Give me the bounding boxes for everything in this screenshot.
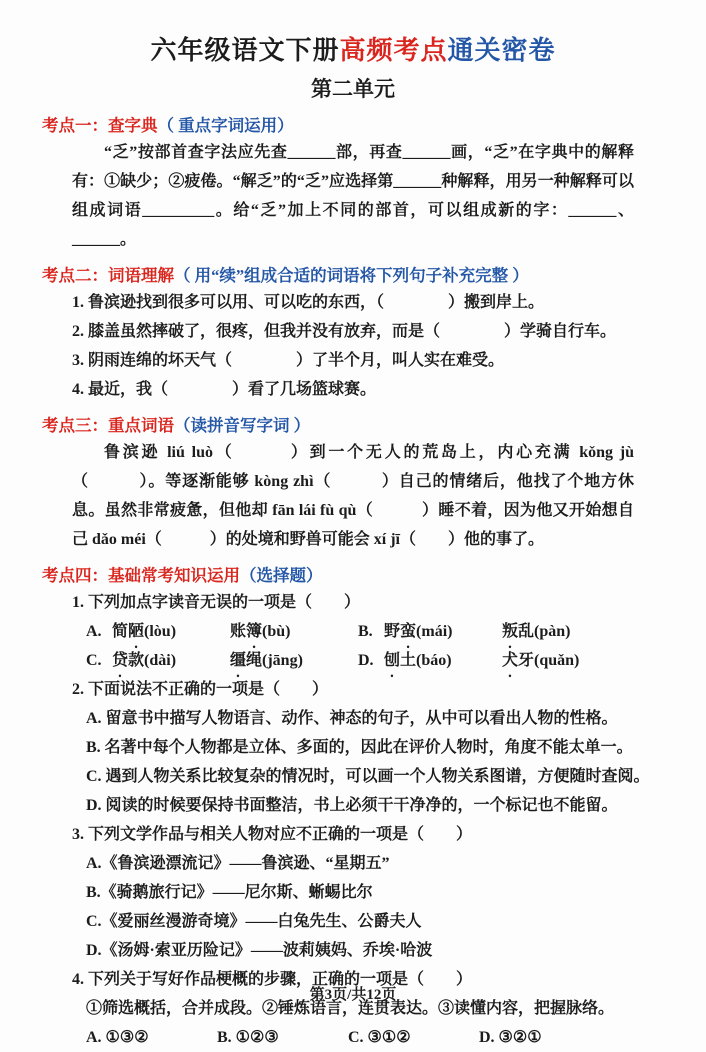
word-post: 乱(pàn) bbox=[518, 623, 571, 640]
q2-option-d: D. 阅读的时候要保持书面整洁，书上必须干干净净的，一个标记也不能留。 bbox=[86, 797, 618, 814]
q4-steps: ①筛选概括，合并成段。②锤炼语言，连贯表达。③读懂内容，把握脉络。 bbox=[86, 1000, 615, 1017]
dotted-char: 缰 bbox=[230, 652, 247, 669]
q4-option-b: B. ①②③ bbox=[217, 1029, 279, 1046]
section-2-heading bbox=[42, 264, 664, 288]
word-post: 土(báo) bbox=[400, 652, 452, 669]
section-1-heading bbox=[42, 114, 664, 138]
q1-option-c-label: C. bbox=[86, 652, 102, 669]
section-2-heading-red: 考点二：词语理解 bbox=[42, 266, 174, 285]
q4-option-c: C. ③①② bbox=[348, 1029, 411, 1046]
q1-option-d bbox=[358, 646, 634, 675]
dotted-char: 叛 bbox=[502, 623, 519, 640]
q3-option-a: A.《鲁滨逊漂流记》——鲁滨逊、“星期五” bbox=[86, 855, 390, 872]
dotted-char: 蛮 bbox=[400, 623, 417, 640]
title-part-black: 六年级语文下册 bbox=[150, 36, 340, 65]
q3-option-d: D.《汤姆·索亚历险记》——波莉姨妈、乔埃·哈波 bbox=[86, 942, 433, 959]
q4-options bbox=[72, 1023, 634, 1052]
q1-option-c-word-2 bbox=[230, 652, 303, 669]
q1-option-b bbox=[358, 617, 634, 646]
word-post: (mái) bbox=[416, 623, 453, 640]
q4-option-d: D. ③②① bbox=[479, 1029, 542, 1046]
section-3-paragraph: 鲁滨逊 liú luò（ ）到一个无人的荒岛上，内心充满 kǒng jù（ ）。等逐渐能够 kòng zhì（ ）自己的情绪后，他找了个地方休息。虽然非常疲惫，但他却 fān lái fù qù（ ）睡不着，因为他又开始想自己 dǎo méi（ ）的处境和野兽可能会 xí jī（ ）他的事了。 bbox=[72, 444, 634, 548]
q2-option-c: C. 遇到人物关系比较复杂的情况时，可以画一个人物关系图谱，方便随时查阅。 bbox=[86, 768, 650, 785]
section-2-item-4: 4. 最近，我（ ）看了几场篮球赛。 bbox=[72, 381, 377, 398]
q1-option-a-word-2 bbox=[230, 623, 290, 640]
q2-option-a: A. 留意书中描写人物语言、动作、神态的句子，从中可以看出人物的性格。 bbox=[86, 710, 618, 727]
q4-option-a: A. ①③② bbox=[86, 1029, 149, 1046]
title-part-red: 高频考点 bbox=[339, 36, 448, 65]
q1-option-b-word-2 bbox=[502, 623, 570, 640]
page-number-indicator: 第3页/共12页 bbox=[309, 987, 397, 1003]
q4-stem: 4. 下列关于写好作品梗概的步骤，正确的一项是（ ） bbox=[72, 971, 473, 988]
dotted-char: 刨 bbox=[384, 652, 401, 669]
q1-option-c-word-1 bbox=[112, 646, 230, 675]
section-3-heading-blue: （读拼音写字词 ） bbox=[174, 416, 311, 435]
word-post: 牙(quǎn) bbox=[518, 652, 580, 669]
word-pre: 野 bbox=[384, 623, 401, 640]
word-pre: 简 bbox=[112, 623, 129, 640]
word-post: 款(dài) bbox=[128, 652, 177, 669]
unit-subtitle: 第二单元 bbox=[311, 77, 395, 101]
dotted-char: 贷 bbox=[112, 652, 129, 669]
q1-stem: 1. 下列加点字读音无误的一项是（ ） bbox=[72, 594, 361, 611]
section-3-heading bbox=[42, 414, 664, 438]
section-1-heading-blue: （ 重点字词运用） bbox=[157, 116, 294, 135]
page-title bbox=[42, 34, 664, 68]
q1-option-c bbox=[86, 646, 358, 675]
title-part-blue: 通关密卷 bbox=[447, 36, 556, 65]
section-2-item-2: 2. 膝盖虽然摔破了，很疼，但我并没有放弃，而是（ ）学骑自行车。 bbox=[72, 323, 617, 340]
q1-options bbox=[72, 617, 634, 675]
word-post: (lòu) bbox=[144, 623, 177, 640]
section-1-paragraph: “乏”按部首查字法应先查______部，再查______画，“乏”在字典中的解释有：①缺少；②疲倦。“解乏”的“乏”应选择第______种解释，用另一种解释可以组成词语_________。给“乏”加上不同的部首，可以组成新的字：______、______。 bbox=[72, 144, 634, 248]
q1-option-a bbox=[86, 617, 358, 646]
q2-stem: 2. 下面说法不正确的一项是（ ） bbox=[72, 681, 329, 698]
q1-option-d-word-2 bbox=[502, 652, 579, 669]
dotted-char: 陋 bbox=[128, 623, 145, 640]
section-3-heading-red: 考点三：重点词语 bbox=[42, 416, 174, 435]
section-1-heading-red: 考点一：查字典 bbox=[42, 116, 158, 135]
dotted-char: 簿 bbox=[246, 623, 263, 640]
q2-option-b: B. 名著中每个人物都是立体、多面的，因此在评价人物时，角度不能太单一。 bbox=[86, 739, 633, 756]
dotted-char: 犬 bbox=[502, 652, 519, 669]
q3-stem: 3. 下列文学作品与相关人物对应不正确的一项是（ ） bbox=[72, 826, 473, 843]
section-2-heading-blue: （ 用“续”组成合适的词语将下列句子补充完整 ） bbox=[174, 266, 529, 285]
section-2-item-1: 1. 鲁滨逊找到很多可以用、可以吃的东西，（ ）搬到岸上。 bbox=[72, 294, 545, 311]
section-4-heading bbox=[42, 564, 664, 588]
q1-option-d-label: D. bbox=[358, 652, 374, 669]
q1-option-a-word-1 bbox=[112, 617, 230, 646]
q1-option-b-label: B. bbox=[358, 623, 373, 640]
q3-option-c: C.《爱丽丝漫游奇境》——白兔先生、公爵夫人 bbox=[86, 913, 422, 930]
q1-option-d-word-1 bbox=[384, 646, 502, 675]
q1-option-b-word-1 bbox=[384, 617, 502, 646]
q3-option-b: B.《骑鹅旅行记》——尼尔斯、蜥蜴比尔 bbox=[86, 884, 373, 901]
section-4-heading-red: 考点四：基础常考知识运用 bbox=[42, 566, 240, 585]
section-2-item-3: 3. 阴雨连绵的坏天气（ ）了半个月，叫人实在难受。 bbox=[72, 352, 505, 369]
word-post: 绳(jāng) bbox=[246, 652, 303, 669]
word-pre: 账 bbox=[230, 623, 247, 640]
section-4-heading-blue: （选择题） bbox=[240, 566, 323, 585]
q1-option-a-label: A. bbox=[86, 623, 102, 640]
word-post: (bù) bbox=[262, 623, 291, 640]
